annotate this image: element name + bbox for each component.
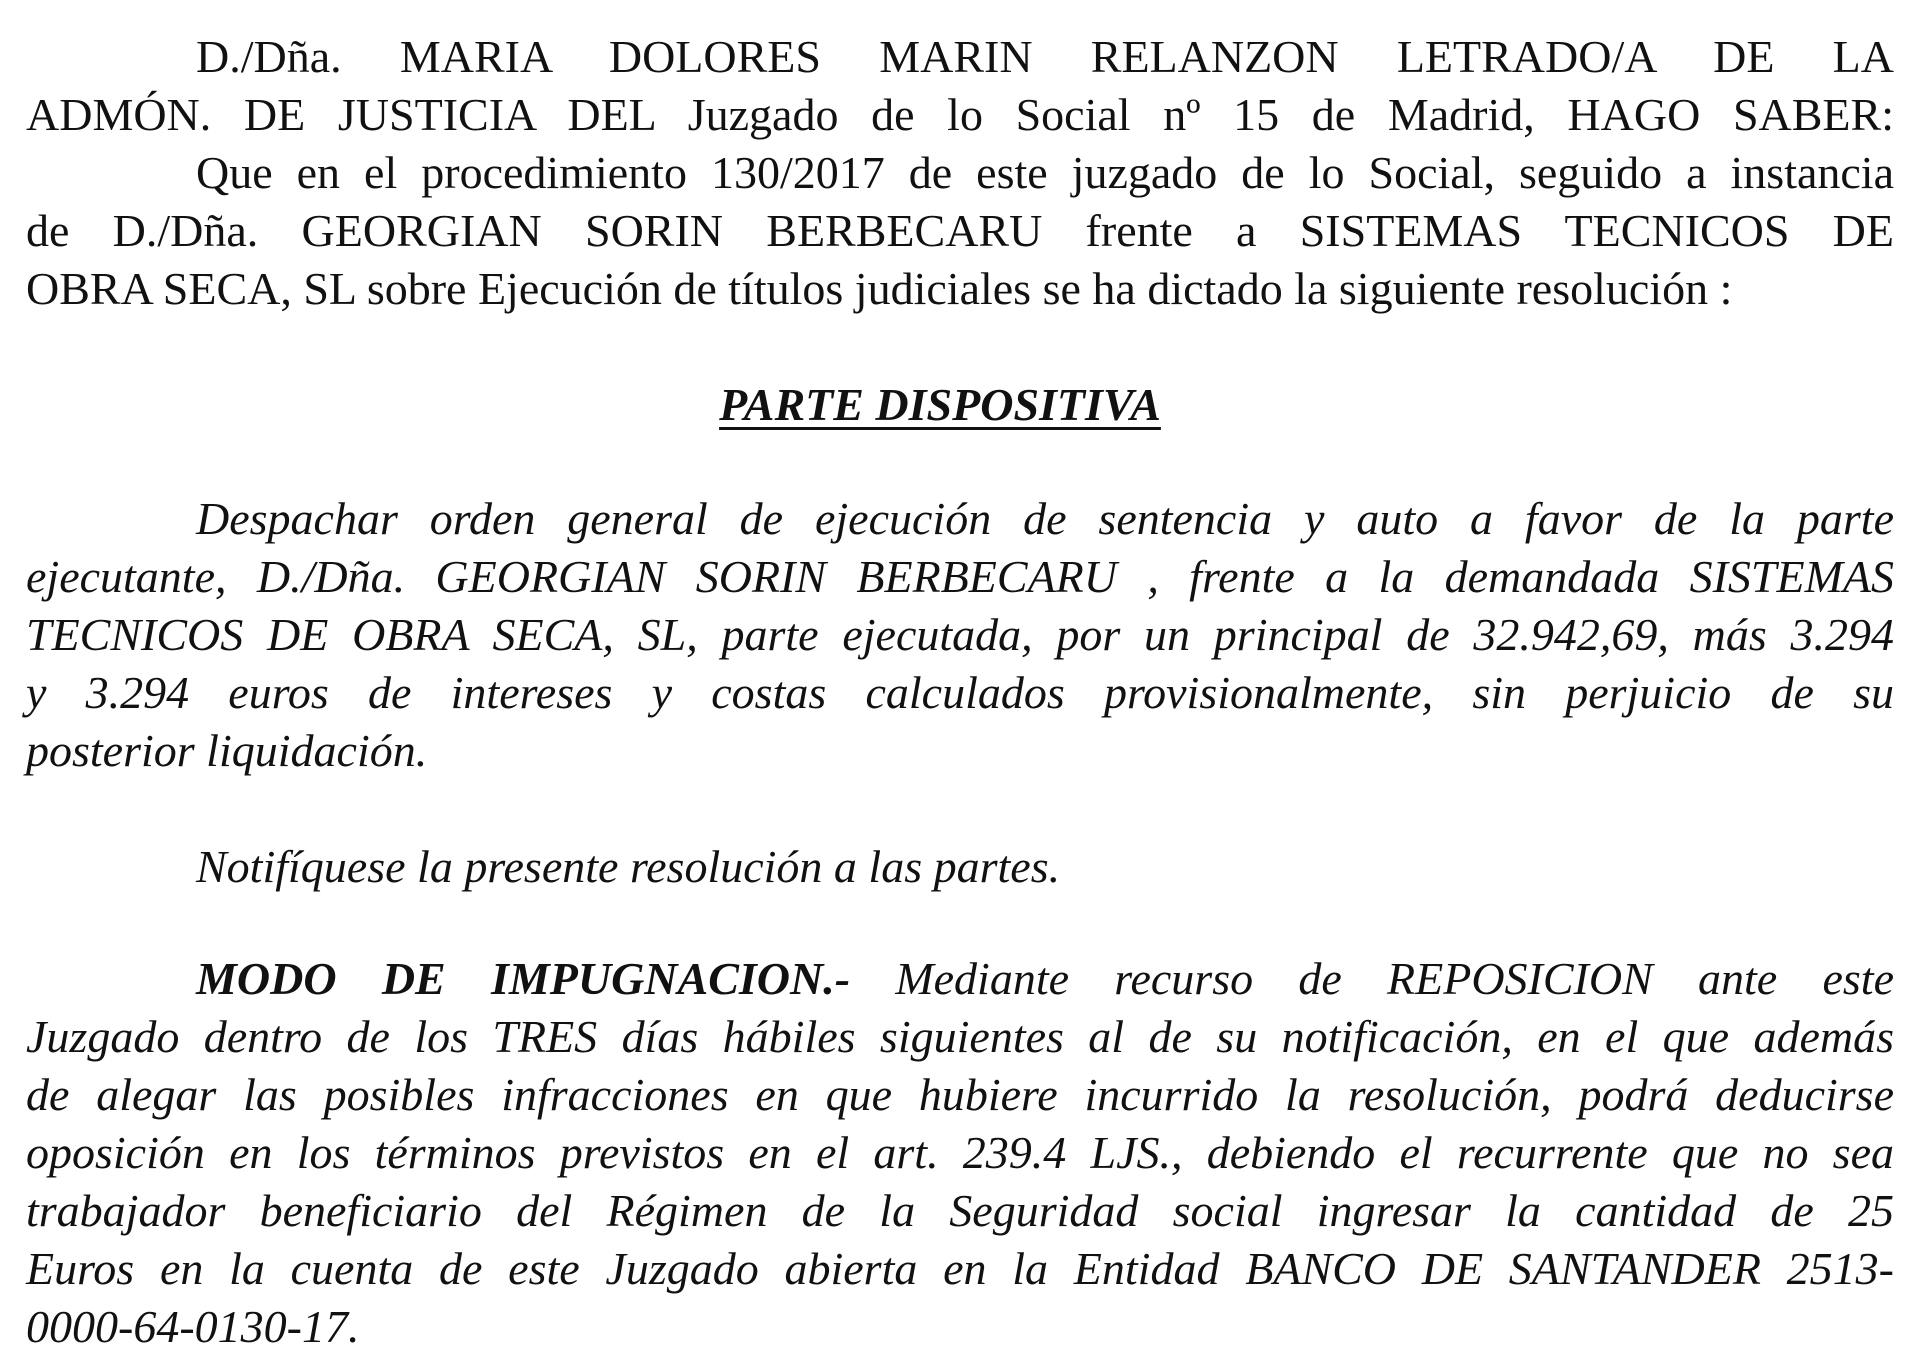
impugnacion-line-6: Euros en la cuenta de este Juzgado abierta en la Entidad BANCO DE SANTANDER 2513- [26, 1243, 1894, 1294]
impugnacion-line-3: de alegar las posibles infracciones en que hubiere incurrido la resolución, podrá deducirse [26, 1069, 1894, 1120]
dispositiva-line-1: Despachar orden general de ejecución de sentencia y auto a favor de la parte [196, 493, 1894, 544]
dispositiva-paragraph [26, 490, 1894, 780]
intro-paragraph [26, 28, 1894, 318]
dispositiva-line-4: y 3.294 euros de intereses y costas calculados provisionalmente, sin perjuicio de su [26, 667, 1894, 718]
impugnacion-title: MODO DE IMPUGNACION.- [196, 953, 851, 1004]
notify-line: Notifíquese la presente resolución a las partes. [196, 841, 1061, 892]
impugnacion-line-1-text: Mediante recurso de REPOSICION ante este [850, 953, 1894, 1004]
impugnacion-line-1 [26, 950, 1894, 1008]
dispositiva-line-2: ejecutante, D./Dña. GEORGIAN SORIN BERBECARU , frente a la demandada SISTEMAS [26, 551, 1894, 602]
dispositiva-line-3: TECNICOS DE OBRA SECA, SL, parte ejecutada, por un principal de 32.942,69, más 3.294 [26, 609, 1894, 660]
intro-line-4: de D./Dña. GEORGIAN SORIN BERBECARU frente a SISTEMAS TECNICOS DE [26, 205, 1894, 256]
intro-line-1: D./Dña. MARIA DOLORES MARIN RELANZON LETRADO/A DE LA [196, 31, 1894, 82]
impugnacion-line-5: trabajador beneficiario del Régimen de la Seguridad social ingresar la cantidad de 25 [26, 1185, 1894, 1236]
intro-line-3: Que en el procedimiento 130/2017 de este juzgado de lo Social, seguido a instancia [196, 147, 1894, 198]
intro-line-5: OBRA SECA, SL sobre Ejecución de títulos judiciales se ha dictado la siguiente resolución : [26, 263, 1733, 314]
impugnacion-line-4: oposición en los términos previstos en el art. 239.4 LJS., debiendo el recurrente que no sea [26, 1127, 1894, 1178]
impugnacion-line-7: 0000-64-0130-17. [26, 1301, 360, 1352]
dispositiva-line-5: posterior liquidación. [26, 725, 428, 776]
document-page [26, 28, 1894, 1356]
intro-line-2: ADMÓN. DE JUSTICIA DEL Juzgado de lo Social nº 15 de Madrid, HAGO SABER: [26, 89, 1894, 140]
impugnacion-paragraph [26, 950, 1894, 1356]
impugnacion-line-2: Juzgado dentro de los TRES días hábiles siguientes al de su notificación, en el que además [26, 1011, 1894, 1062]
notify-paragraph [26, 838, 1894, 896]
section-heading: PARTE DISPOSITIVA [719, 379, 1161, 430]
